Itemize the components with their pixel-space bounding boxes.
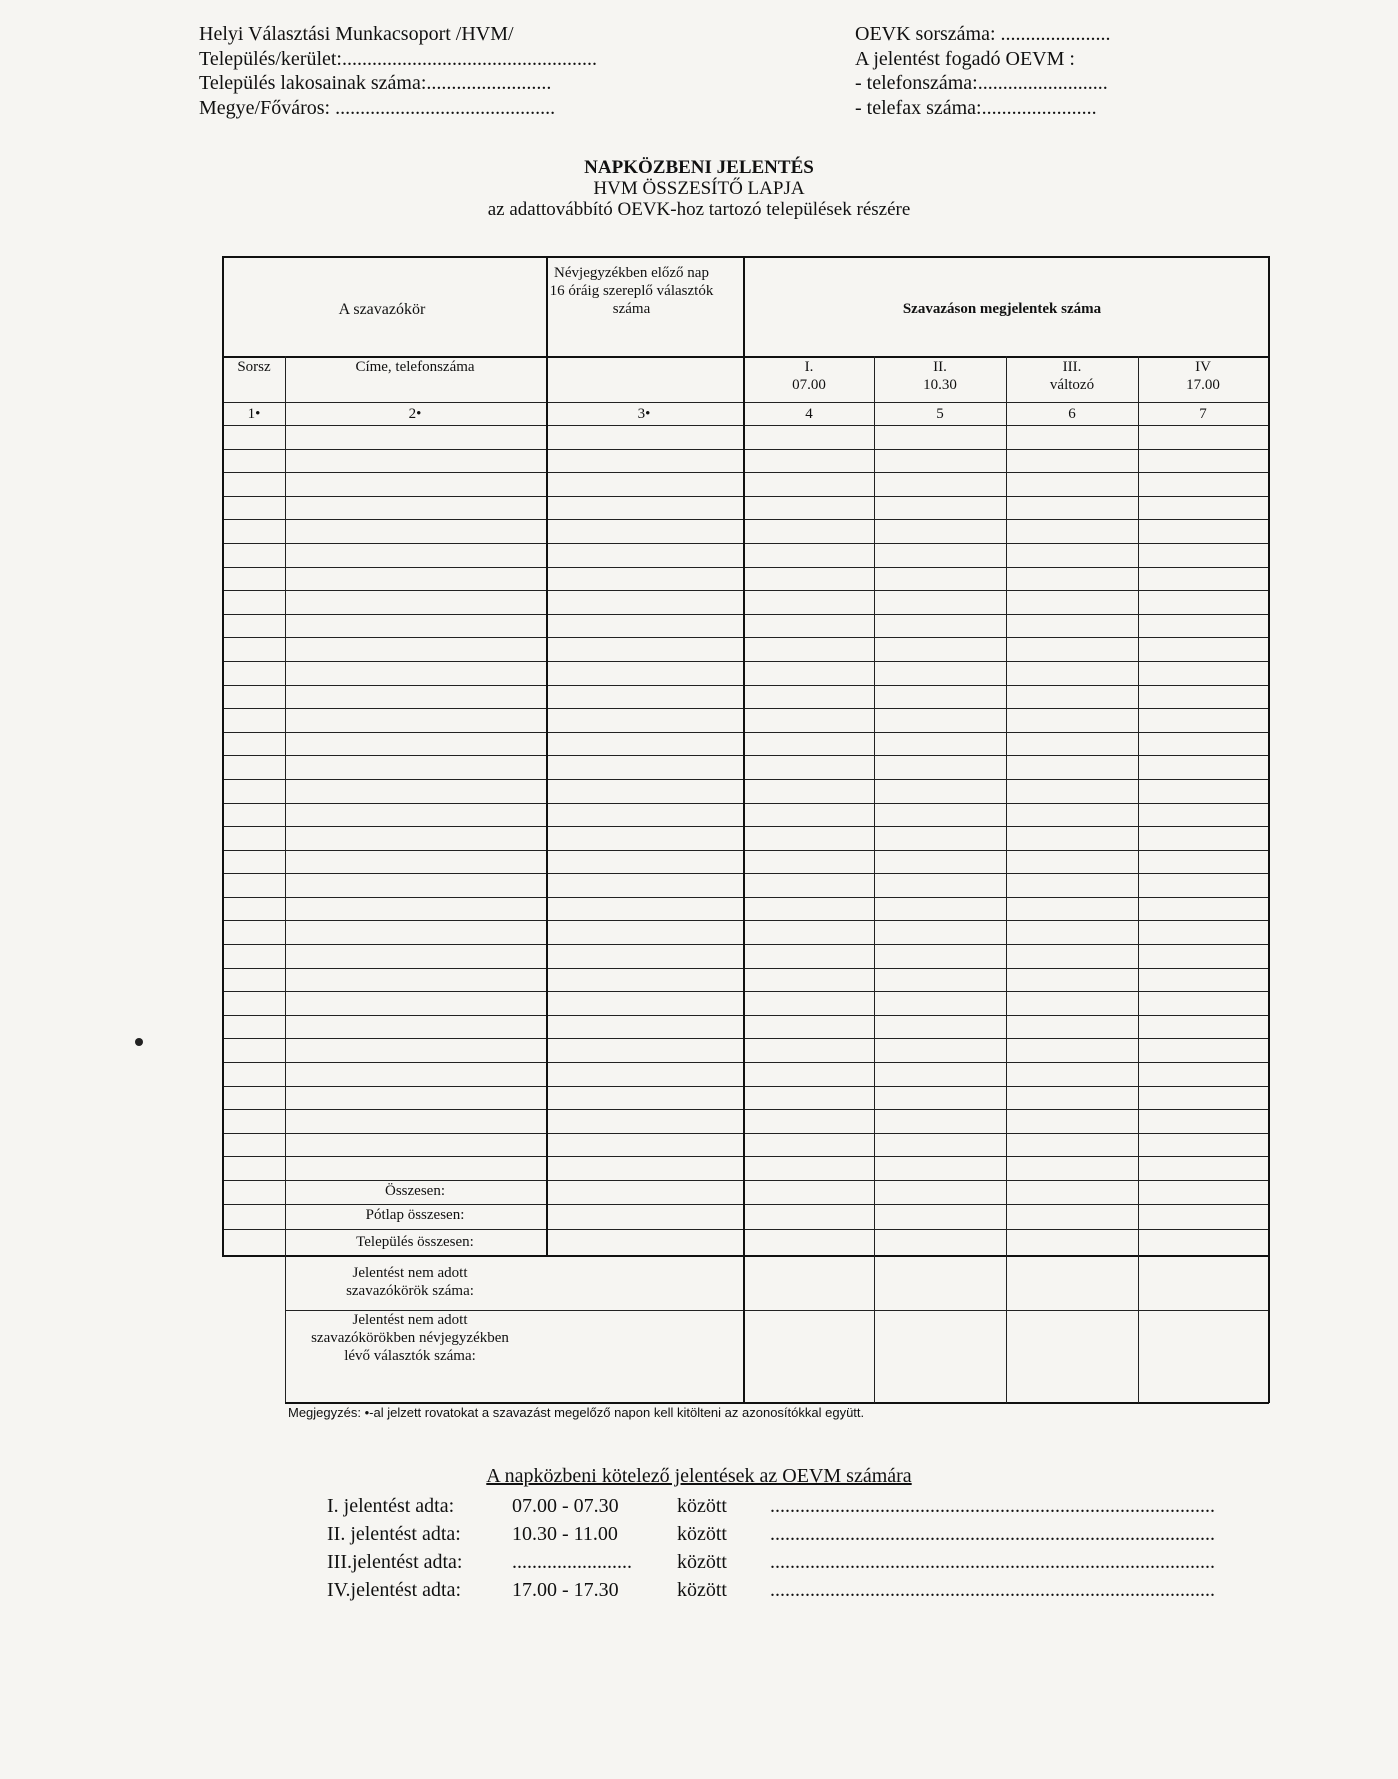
col-II: II. 10.30 xyxy=(923,359,957,393)
col-number: 2• xyxy=(408,406,422,422)
col-I: I. 07.00 xyxy=(792,359,826,393)
table-row-line xyxy=(546,1255,743,1257)
table-row-line xyxy=(222,685,1269,686)
table-row-line xyxy=(222,637,1269,638)
table-row-line xyxy=(222,543,1269,544)
col-number: 4 xyxy=(805,406,813,422)
table-row-line xyxy=(222,873,1269,874)
header-line: Megye/Főváros: ............................................ xyxy=(199,96,556,119)
col-number: 1• xyxy=(247,406,261,422)
col-sorsz: Sorsz xyxy=(237,359,271,375)
header-line: - telefax száma:....................... xyxy=(855,96,1097,119)
schedule-title: A napközbeni kötelező jelentések az OEVM számára xyxy=(486,1465,912,1487)
header-line: A jelentést fogadó OEVM : xyxy=(855,47,1075,70)
table-row-line xyxy=(222,1180,1269,1181)
table-row-line xyxy=(222,1255,1269,1257)
table-row-line xyxy=(285,1310,1269,1311)
col-IV: IV 17.00 xyxy=(1186,359,1220,393)
table-row-line xyxy=(222,1015,1269,1016)
footnote: Megjegyzés: •-al jelzett rovatokat a szavazást megelőző napon kell kitölteni az azonosítókkal együtt. xyxy=(288,1405,865,1420)
schedule-row: IV.jelentést adta: 17.00 - 17.30 között ......................................................................................... xyxy=(327,1579,1215,1601)
table-row-line xyxy=(222,472,1269,473)
table-row-line xyxy=(222,991,1269,992)
table-row-line xyxy=(222,1086,1269,1087)
table-row-line xyxy=(222,1156,1269,1157)
header-left xyxy=(199,22,597,120)
header-right xyxy=(855,22,1111,120)
telepules-total-label: Település összesen: xyxy=(356,1234,474,1250)
table-border xyxy=(1268,256,1270,1403)
grid-col-line xyxy=(1138,356,1139,1403)
potlap-label: Pótlap összesen: xyxy=(365,1207,465,1223)
col-group-megjelentek: Szavazáson megjelentek száma xyxy=(902,301,1102,317)
col-III: III. változó xyxy=(1049,359,1095,393)
table-row-line xyxy=(222,779,1269,780)
table-row-line xyxy=(222,661,1269,662)
table-header-line xyxy=(222,356,1269,358)
col-number: 7 xyxy=(1199,406,1207,422)
nem-adott-label-2: Jelentést nem adott szavazókörökben névjegyzékben lévő választók száma: xyxy=(311,1312,509,1364)
total-label: Összesen: xyxy=(385,1183,445,1199)
table-border xyxy=(222,256,1269,258)
table-row-line xyxy=(222,590,1269,591)
grid-col-line xyxy=(285,356,286,1402)
table-row-line xyxy=(222,1062,1269,1063)
table-row-line xyxy=(222,920,1269,921)
table-row-line xyxy=(222,614,1269,615)
table-row-line xyxy=(222,968,1269,969)
table-row-line xyxy=(222,944,1269,945)
table-row-line xyxy=(222,732,1269,733)
page-title-block xyxy=(0,157,1398,220)
header-line: - telefonszáma:.......................... xyxy=(855,72,1108,94)
grid-col-line xyxy=(874,356,875,1403)
table-row-line xyxy=(222,1204,1269,1205)
table-row-line xyxy=(222,1133,1269,1134)
col-number: 3• xyxy=(637,406,651,422)
table-row-line xyxy=(222,803,1269,804)
table-row-line xyxy=(222,1038,1269,1039)
table-header-line xyxy=(222,425,1269,426)
page-subtitle: HVM ÖSSZESÍTŐ LAPJA xyxy=(593,178,805,199)
table-border xyxy=(285,1402,1269,1404)
header-line: Helyi Választási Munkacsoport /HVM/ xyxy=(199,23,514,45)
table-row-line xyxy=(222,519,1269,520)
table-row-line xyxy=(222,897,1269,898)
table-row-line xyxy=(222,496,1269,497)
table-row-line xyxy=(222,1109,1269,1110)
table-row-line xyxy=(222,567,1269,568)
schedule-row: I. jelentést adta: 07.00 - 07.30 között ......................................................................................... xyxy=(327,1495,1215,1517)
scan-speck xyxy=(135,1038,143,1046)
page-subtitle-2: az adattovábbító OEVK-hoz tartozó települések részére xyxy=(487,199,911,220)
grid-col-line xyxy=(546,256,548,1256)
table-row-line xyxy=(222,850,1269,851)
header-line: OEVK sorszáma: ...................... xyxy=(855,23,1111,45)
report-table xyxy=(222,256,1269,1403)
table-row-line xyxy=(222,1229,1269,1230)
col-number: 5 xyxy=(936,406,944,422)
table-header-line xyxy=(222,402,1269,403)
grid-col-line xyxy=(743,256,745,1403)
col-group-nevjegyzek: Névjegyzékben előző nap 16 óráig szereplő választók száma xyxy=(549,265,714,317)
col-group-szavazokor: A szavazókör xyxy=(338,301,426,318)
schedule-list xyxy=(327,1492,1215,1604)
table-border xyxy=(222,256,224,1255)
schedule-row: III.jelentést adta: ........................ között ......................................................................................... xyxy=(327,1551,1215,1573)
nem-adott-label-1: Jelentést nem adott szavazókörök száma: xyxy=(346,1265,474,1299)
col-number: 6 xyxy=(1068,406,1076,422)
header-line: Település/kerület:................................................... xyxy=(199,47,597,70)
table-row-line xyxy=(222,826,1269,827)
table-row-line xyxy=(222,755,1269,756)
schedule-row: II. jelentést adta: 10.30 - 11.00 között ......................................................................................... xyxy=(327,1523,1215,1545)
grid-col-line xyxy=(1006,356,1007,1403)
table-row-line xyxy=(222,449,1269,450)
table-row-line xyxy=(222,708,1269,709)
page-title: NAPKÖZBENI JELENTÉS xyxy=(584,157,814,178)
header-line: Település lakosainak száma:......................... xyxy=(199,72,552,94)
col-cime: Címe, telefonszáma xyxy=(355,359,475,375)
